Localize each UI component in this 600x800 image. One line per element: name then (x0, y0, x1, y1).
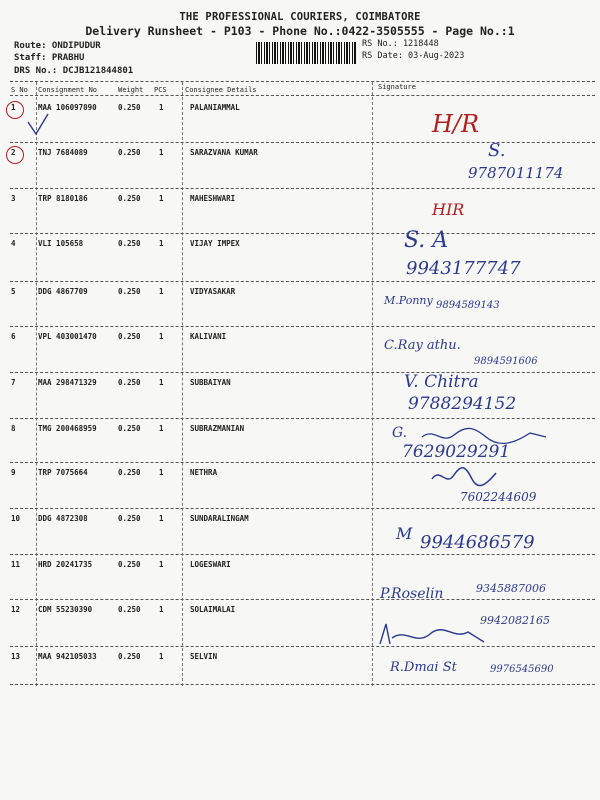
consignee-name: MAHESHWARI (190, 194, 236, 203)
row-mark-circle (6, 146, 24, 164)
row-weight: 0.250 (118, 239, 141, 248)
row-pcs: 1 (159, 287, 164, 296)
handwritten-phone: 9787011174 (468, 164, 564, 182)
row-weight: 0.250 (118, 378, 141, 387)
row-weight: 0.250 (118, 332, 141, 341)
row-pcs: 1 (159, 424, 164, 433)
rs-number: RS No.: 1218448 (362, 39, 439, 49)
signature-squiggle (430, 465, 500, 487)
consignee-name: SELVIN (190, 652, 218, 661)
signature-text: M.Ponny (384, 294, 433, 307)
barcode (256, 42, 356, 64)
row-serial: 13 (11, 652, 21, 661)
row-weight: 0.250 (118, 103, 141, 112)
consignment-number: TNJ 7684089 (38, 148, 88, 157)
row-separator (10, 233, 595, 234)
row-pcs: 1 (159, 605, 164, 614)
row-separator (10, 188, 595, 189)
col-divider (182, 82, 183, 686)
col-divider (36, 82, 37, 686)
consignee-name: KALIVANI (190, 332, 227, 341)
col-header-weight: Weight (118, 86, 144, 94)
row-separator (10, 646, 595, 647)
row-weight: 0.250 (118, 424, 141, 433)
row-pcs: 1 (159, 332, 164, 341)
drs-number: DRS No.: DCJB121844801 (14, 66, 134, 76)
consignee-name: VIJAY IMPEX (190, 239, 240, 248)
consignee-name: PALANIAMMAL (190, 103, 240, 112)
signature-text: H/R (432, 110, 480, 138)
consignment-number: MAA 942105033 (38, 652, 97, 661)
row-serial: 10 (11, 514, 21, 523)
consignment-number: VPL 403001470 (38, 332, 97, 341)
company-title: THE PROFESSIONAL COURIERS, COIMBATORE (179, 11, 421, 23)
consignment-number: TRP 7075664 (38, 468, 88, 477)
row-weight: 0.250 (118, 605, 141, 614)
handwritten-phone: 9942082165 (480, 614, 550, 627)
consignment-number: MAA 106097090 (38, 103, 97, 112)
row-weight: 0.250 (118, 514, 141, 523)
handwritten-phone: 9788294152 (408, 394, 517, 414)
row-mark-circle (6, 101, 24, 119)
row-separator (10, 508, 595, 509)
consignee-name: LOGESWARI (190, 560, 231, 569)
signature-text: C.Ray athu. (384, 338, 461, 353)
consignee-name: SOLAIMALAI (190, 605, 236, 614)
row-serial: 7 (11, 378, 16, 387)
row-separator (10, 281, 595, 282)
signature-text: M (396, 524, 413, 543)
signature-text: S. (488, 140, 506, 161)
row-serial: 11 (11, 560, 21, 569)
signature-text: R.Dmai St (390, 660, 457, 675)
row-serial: 8 (11, 424, 16, 433)
handwritten-phone: 9894589143 (436, 300, 500, 311)
row-serial: 6 (11, 332, 16, 341)
consignment-number: TMG 200468959 (38, 424, 97, 433)
handwritten-phone: 9976545690 (490, 664, 554, 675)
handwritten-phone: 9894591606 (474, 356, 538, 367)
row-weight: 0.250 (118, 560, 141, 569)
consignment-number: CDM 55230390 (38, 605, 93, 614)
consignee-name: SARAZVANA KUMAR (190, 148, 258, 157)
row-pcs: 1 (159, 194, 164, 203)
signature-text: V. Chitra (404, 372, 479, 392)
header-bottom-rule (10, 95, 595, 96)
row-pcs: 1 (159, 652, 164, 661)
row-weight: 0.250 (118, 194, 141, 203)
row-pcs: 1 (159, 378, 164, 387)
row-pcs: 1 (159, 468, 164, 477)
header-top-rule (10, 81, 595, 82)
row-serial: 4 (11, 239, 16, 248)
row-separator (10, 684, 595, 685)
row-weight: 0.250 (118, 148, 141, 157)
tick-mark (26, 112, 50, 138)
row-pcs: 1 (159, 560, 164, 569)
signature-text: G. (392, 425, 408, 441)
row-pcs: 1 (159, 514, 164, 523)
row-separator (10, 326, 595, 327)
signature-squiggle (420, 425, 550, 445)
signature-squiggle (376, 620, 496, 648)
row-separator (10, 372, 595, 373)
row-weight: 0.250 (118, 468, 141, 477)
row-pcs: 1 (159, 148, 164, 157)
row-separator (10, 142, 595, 143)
col-header-pcs: PCS (154, 86, 167, 94)
consignee-name: SUBRAZMANIAN (190, 424, 245, 433)
staff-label: Staff: PRABHU (14, 53, 85, 63)
row-pcs: 1 (159, 239, 164, 248)
row-separator (10, 599, 595, 600)
handwritten-phone: 7629029291 (402, 442, 511, 462)
signature-text: S. A (404, 228, 449, 253)
row-serial: 5 (11, 287, 16, 296)
row-serial: 9 (11, 468, 16, 477)
col-header-sno: S No (11, 86, 28, 94)
consignee-name: SUNDARALINGAM (190, 514, 249, 523)
col-header-signature: Signature (378, 83, 416, 91)
handwritten-phone: 9944686579 (420, 532, 535, 553)
col-divider (372, 82, 373, 686)
route-label: Route: ONDIPUDUR (14, 41, 101, 51)
row-serial: 2 (11, 148, 16, 157)
runsheet-subtitle: Delivery Runsheet - P103 - Phone No.:0422-3505555 - Page No.:1 (85, 24, 515, 38)
row-weight: 0.250 (118, 652, 141, 661)
row-serial: 1 (11, 103, 16, 112)
consignee-name: VIDYASAKAR (190, 287, 236, 296)
consignment-number: HRD 20241735 (38, 560, 93, 569)
consignee-name: SUBBAIYAN (190, 378, 231, 387)
row-separator (10, 554, 595, 555)
consignment-number: VLI 105658 (38, 239, 84, 248)
signature-text: P.Roselin (380, 586, 444, 602)
consignment-number: DDG 4867709 (38, 287, 88, 296)
consignment-number: DDG 4872308 (38, 514, 88, 523)
handwritten-phone: 9345887006 (476, 582, 546, 595)
consignee-name: NETHRA (190, 468, 218, 477)
row-separator (10, 418, 595, 419)
row-weight: 0.250 (118, 287, 141, 296)
handwritten-phone: 7602244609 (460, 490, 537, 504)
col-header-consignment: Consignment No (38, 86, 98, 94)
row-pcs: 1 (159, 103, 164, 112)
row-serial: 12 (11, 605, 21, 614)
rs-date: RS Date: 03-Aug-2023 (362, 51, 465, 61)
handwritten-phone: 9943177747 (406, 258, 521, 279)
col-header-consignee: Consignee Details (185, 86, 257, 94)
signature-text: HIR (432, 200, 465, 219)
row-serial: 3 (11, 194, 16, 203)
row-separator (10, 462, 595, 463)
consignment-number: MAA 298471329 (38, 378, 97, 387)
consignment-number: TRP 8180186 (38, 194, 88, 203)
